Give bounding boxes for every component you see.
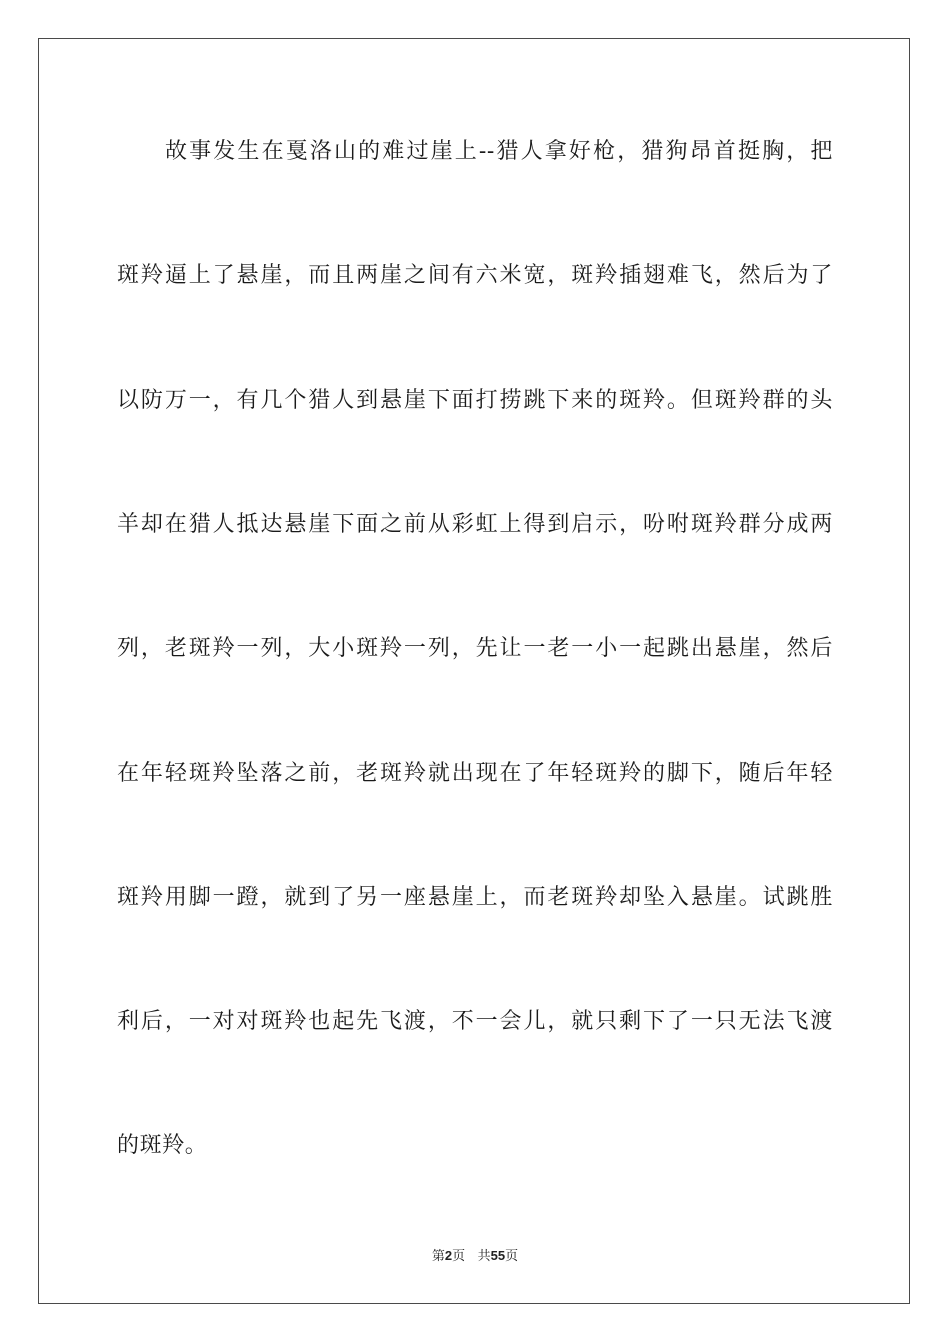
paragraph-line-4: 羊却在猎人抵达悬崖下面之前从彩虹上得到启示，吩咐斑羚群分成两 xyxy=(117,512,833,537)
page-frame xyxy=(38,38,910,1304)
paragraph-line-1: 故事发生在戛洛山的难过崖上--猎人拿好枪，猎狗昂首挺胸，把 xyxy=(165,139,833,164)
total-prefix: 共 xyxy=(477,1249,491,1264)
paragraph-line-8: 利后，一对对斑羚也起先飞渡，不一会儿，就只剩下了一只无法飞渡 xyxy=(117,1009,833,1034)
paragraph-line-7: 斑羚用脚一蹬，就到了另一座悬崖上，而老斑羚却坠入悬崖。试跳胜 xyxy=(117,885,833,910)
paragraph-line-2: 斑羚逼上了悬崖，而且两崖之间有六米宽，斑羚插翅难飞，然后为了 xyxy=(117,263,833,288)
paragraph-line-9: 的斑羚。 xyxy=(117,1133,208,1158)
total-pages: 55 xyxy=(490,1248,506,1263)
total-suffix: 页 xyxy=(505,1249,519,1264)
page-number: 2 xyxy=(444,1248,453,1263)
page-suffix: 页 xyxy=(452,1249,466,1264)
paragraph-line-6: 在年轻斑羚坠落之前，老斑羚就出现在了年轻斑羚的脚下，随后年轻 xyxy=(117,761,833,786)
paragraph-line-3: 以防万一，有几个猎人到悬崖下面打捞跳下来的斑羚。但斑羚群的头 xyxy=(117,388,833,413)
paragraph-line-5: 列，老斑羚一列，大小斑羚一列，先让一老一小一起跳出悬崖，然后 xyxy=(117,636,833,661)
page-footer xyxy=(0,1247,950,1266)
page-prefix: 第 xyxy=(431,1249,445,1264)
